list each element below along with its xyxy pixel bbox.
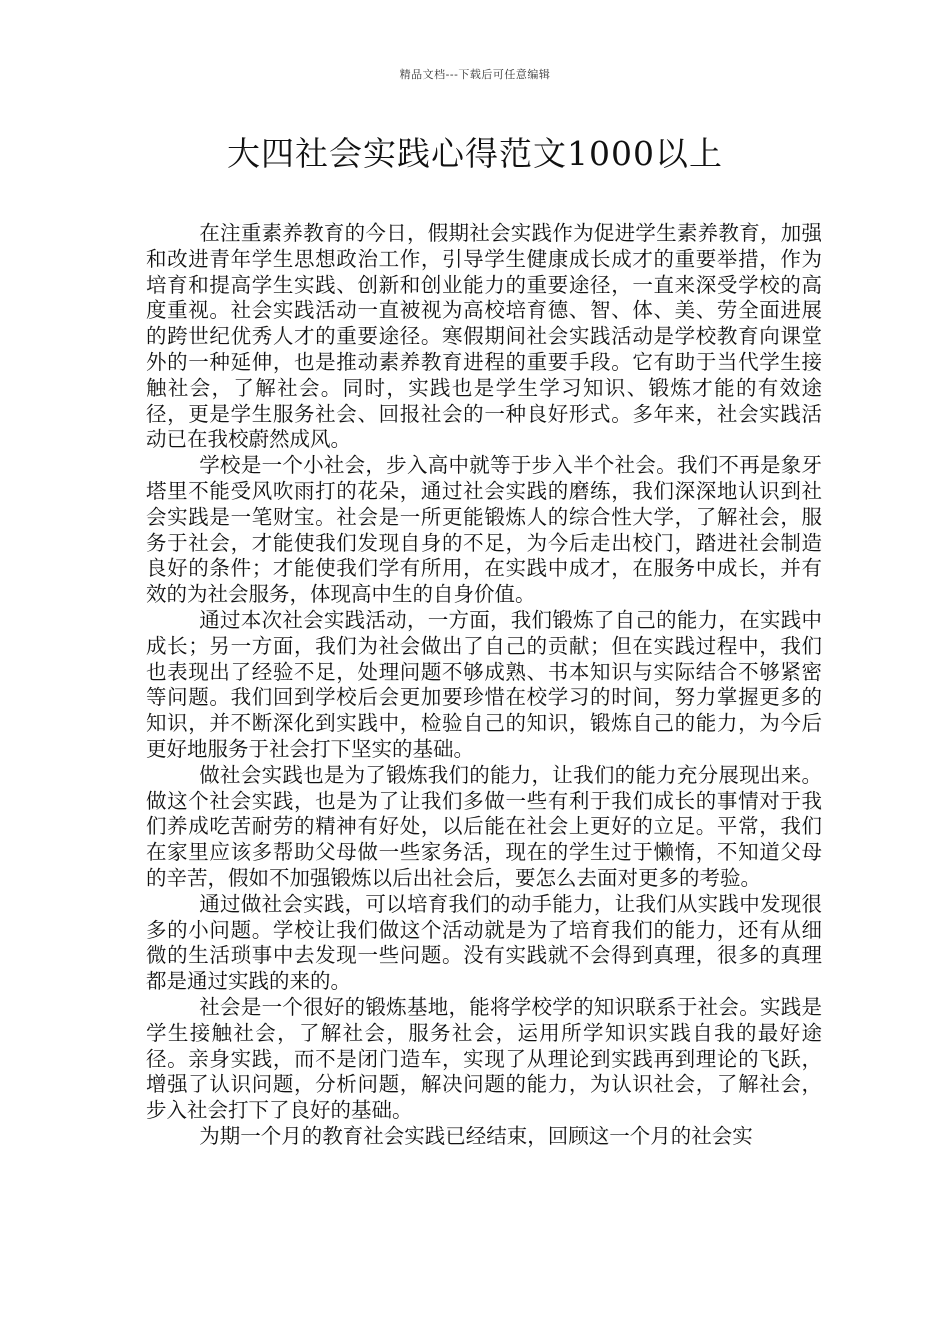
page-header: 精品文档---下载后可任意编辑 bbox=[399, 68, 551, 81]
paragraph-1: 在注重素养教育的今日，假期社会实践作为促进学生素养教育，加强和改进青年学生思想政治工作，引导学生健康成长成才的重要举措，作为培育和提高学生实践、创新和创业能力的重要途径，一直来深受学校的高度重视。社会实践活动一直被视为高校培育德、智、体、美、劳全面进展的跨世纪优秀人才的重要途径。寒假期间社会实践活动是学校教育向课堂外的一种延伸，也是推动素养教育进程的重要手段。它有助于当代学生接触社会，了解社会。同时，实践也是学生学习知识、锻炼才能的有效途径，更是学生服务社会、回报社会的一种良好形式。多年来，社会实践活动已在我校蔚然成风。 bbox=[146, 221, 822, 452]
paragraph-3: 通过本次社会实践活动，一方面，我们锻炼了自己的能力，在实践中成长；另一方面，我们为社会做出了自己的贡献；但在实践过程中，我们也表现出了经验不足，处理问题不够成熟、书本知识与实际结合不够紧密等问题。我们回到学校后会更加要珍惜在校学习的时间，努力掌握更多的知识，并不断深化到实践中，检验自己的知识，锻炼自己的能力，为今后更好地服务于社会打下坚实的基础。 bbox=[146, 607, 822, 761]
document-body bbox=[146, 221, 822, 1150]
paragraph-5: 通过做社会实践，可以培育我们的动手能力，让我们从实践中发现很多的小问题。学校让我们做这个活动就是为了培育我们的能力，还有从细微的生活琐事中去发现一些问题。没有实践就不会得到真理，很多的真理都是通过实践的来的。 bbox=[146, 891, 822, 994]
document-title: 大四社会实践心得范文1000以上 bbox=[227, 134, 723, 173]
paragraph-7: 为期一个月的教育社会实践已经结束，回顾这一个月的社会实 bbox=[199, 1123, 753, 1148]
paragraph-6: 社会是一个很好的锻炼基地，能将学校学的知识联系于社会。实践是学生接触社会，了解社会，服务社会，运用所学知识实践自我的最好途径。亲身实践，而不是闭门造车，实现了从理论到实践再到理论的飞跃，增强了认识问题，分析问题，解决问题的能力，为认识社会，了解社会，步入社会打下了良好的基础。 bbox=[146, 994, 822, 1123]
paragraph-2: 学校是一个小社会，步入高中就等于步入半个社会。我们不再是象牙塔里不能受风吹雨打的花朵，通过社会实践的磨练，我们深深地认识到社会实践是一笔财宝。社会是一所更能锻炼人的综合性大学，了解社会，服务于社会，才能使我们发现自身的不足，为今后走出校门，踏进社会制造良好的条件；才能使我们学有所用，在实践中成才，在服务中成长，并有效的为社会服务，体现高中生的自身价值。 bbox=[146, 453, 822, 607]
paragraph-4: 做社会实践也是为了锻炼我们的能力，让我们的能力充分展现出来。做这个社会实践，也是为了让我们多做一些有利于我们成长的事情对于我们养成吃苦耐劳的精神有好处，以后能在社会上更好的立足。平常，我们在家里应该多帮助父母做一些家务活，现在的学生过于懒惰，不知道父母的辛苦，假如不加强锻炼以后出社会后，要怎么去面对更多的考验。 bbox=[146, 762, 822, 890]
